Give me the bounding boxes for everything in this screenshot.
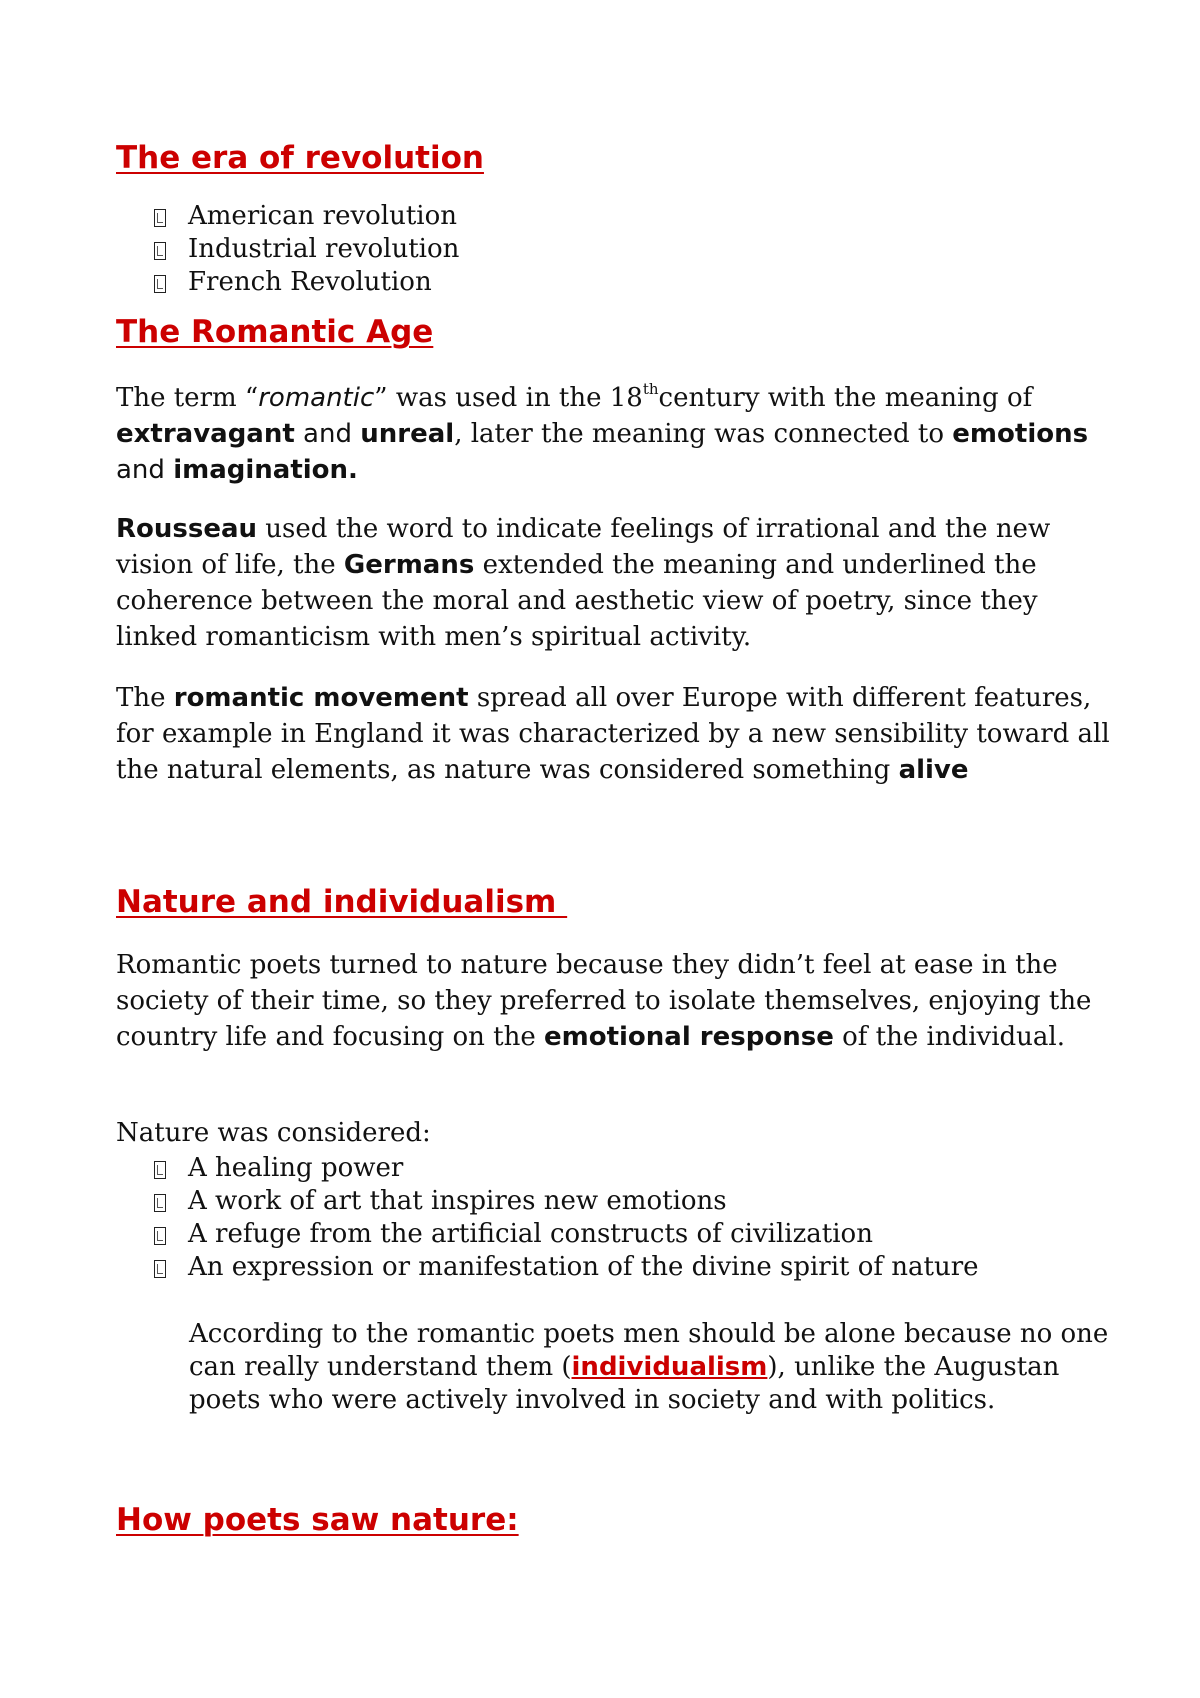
- checkbox-bullet-icon: [154, 275, 166, 293]
- checkbox-bullet-icon: [154, 209, 166, 227]
- paragraph-rousseau: Rousseau used the word to indicate feelings of irrational and the new vision of life, the Germans extended the meaning and underlined the coherence between the moral and aesthetic view of poetry, since they linked romanticism with men’s spiritual activity.: [116, 514, 1051, 652]
- checkbox-bullet-icon: [154, 1227, 166, 1245]
- individualism-link[interactable]: individualism: [571, 1352, 768, 1382]
- paragraph-romantic-poets-nature: Romantic poets turned to nature because they didn’t feel at ease in the society of their time, so they preferred to isolate themselves, enjoying the country life and focusing on the emotional response of the individual.: [116, 950, 1092, 1052]
- paragraph-individualism: According to the romantic poets men should be alone because no one can really understand them (individualism), unlike the Augustan poets who were actively involved in society and with politics.: [189, 1319, 1109, 1415]
- document-page: The era of revolution American revolution Industrial revolution French Revolution The Romantic Age The term “romantic” was used in the 18thcentury with the meaning of extravagant and unreal, later the meaning was connected to emotions and imagination. Rousseau used the word to indicate feelings of irrational and the new vision of life, the Germans extended the meaning and underlined the coherence between the moral and aesthetic view of poetry, since they linked romanticism with men’s spiritual activity. The romantic movement spread all over Europe with different features, for example in England it was characterized by a new sensibility toward all the natural elements, as nature was considered something alive Nature and individualism Romantic poets turned to nature because they didn’t feel at ease in the society of their time, so they preferred to isolate themselves, enjoying the country life and focusing on the emotional response of the individual. Nature was considered: A healing power A work of art that inspires new emotions A refuge from the artificial constructs of civilization An expression or manifestation of the divine spirit of nature According to the romantic poets men should be alone because no one can really understand them (individualism), unlike the Augustan poets who were actively involved in society and with politics. How poets saw nature:: [0, 0, 1200, 1698]
- heading-romantic-age: The Romantic Age: [116, 314, 434, 350]
- paragraph-romantic-movement: The romantic movement spread all over Europe with different features, for example in England it was characterized by a new sensibility toward all the natural elements, as nature was considered something alive: [116, 683, 1110, 785]
- heading-nature-individualism: Nature and individualism: [116, 884, 568, 920]
- heading-era-of-revolution: The era of revolution: [116, 140, 484, 176]
- heading-how-poets-saw-nature: How poets saw nature:: [116, 1502, 519, 1538]
- checkbox-bullet-icon: [154, 1194, 166, 1212]
- paragraph-romantic-term: The term “romantic” was used in the 18thcentury with the meaning of extravagant and unreal, later the meaning was connected to emotions and imagination.: [116, 380, 1089, 485]
- checkbox-bullet-icon: [154, 242, 166, 260]
- nature-intro: Nature was considered:: [116, 1118, 431, 1148]
- checkbox-bullet-icon: [154, 1260, 166, 1278]
- checkbox-bullet-icon: [154, 1161, 166, 1179]
